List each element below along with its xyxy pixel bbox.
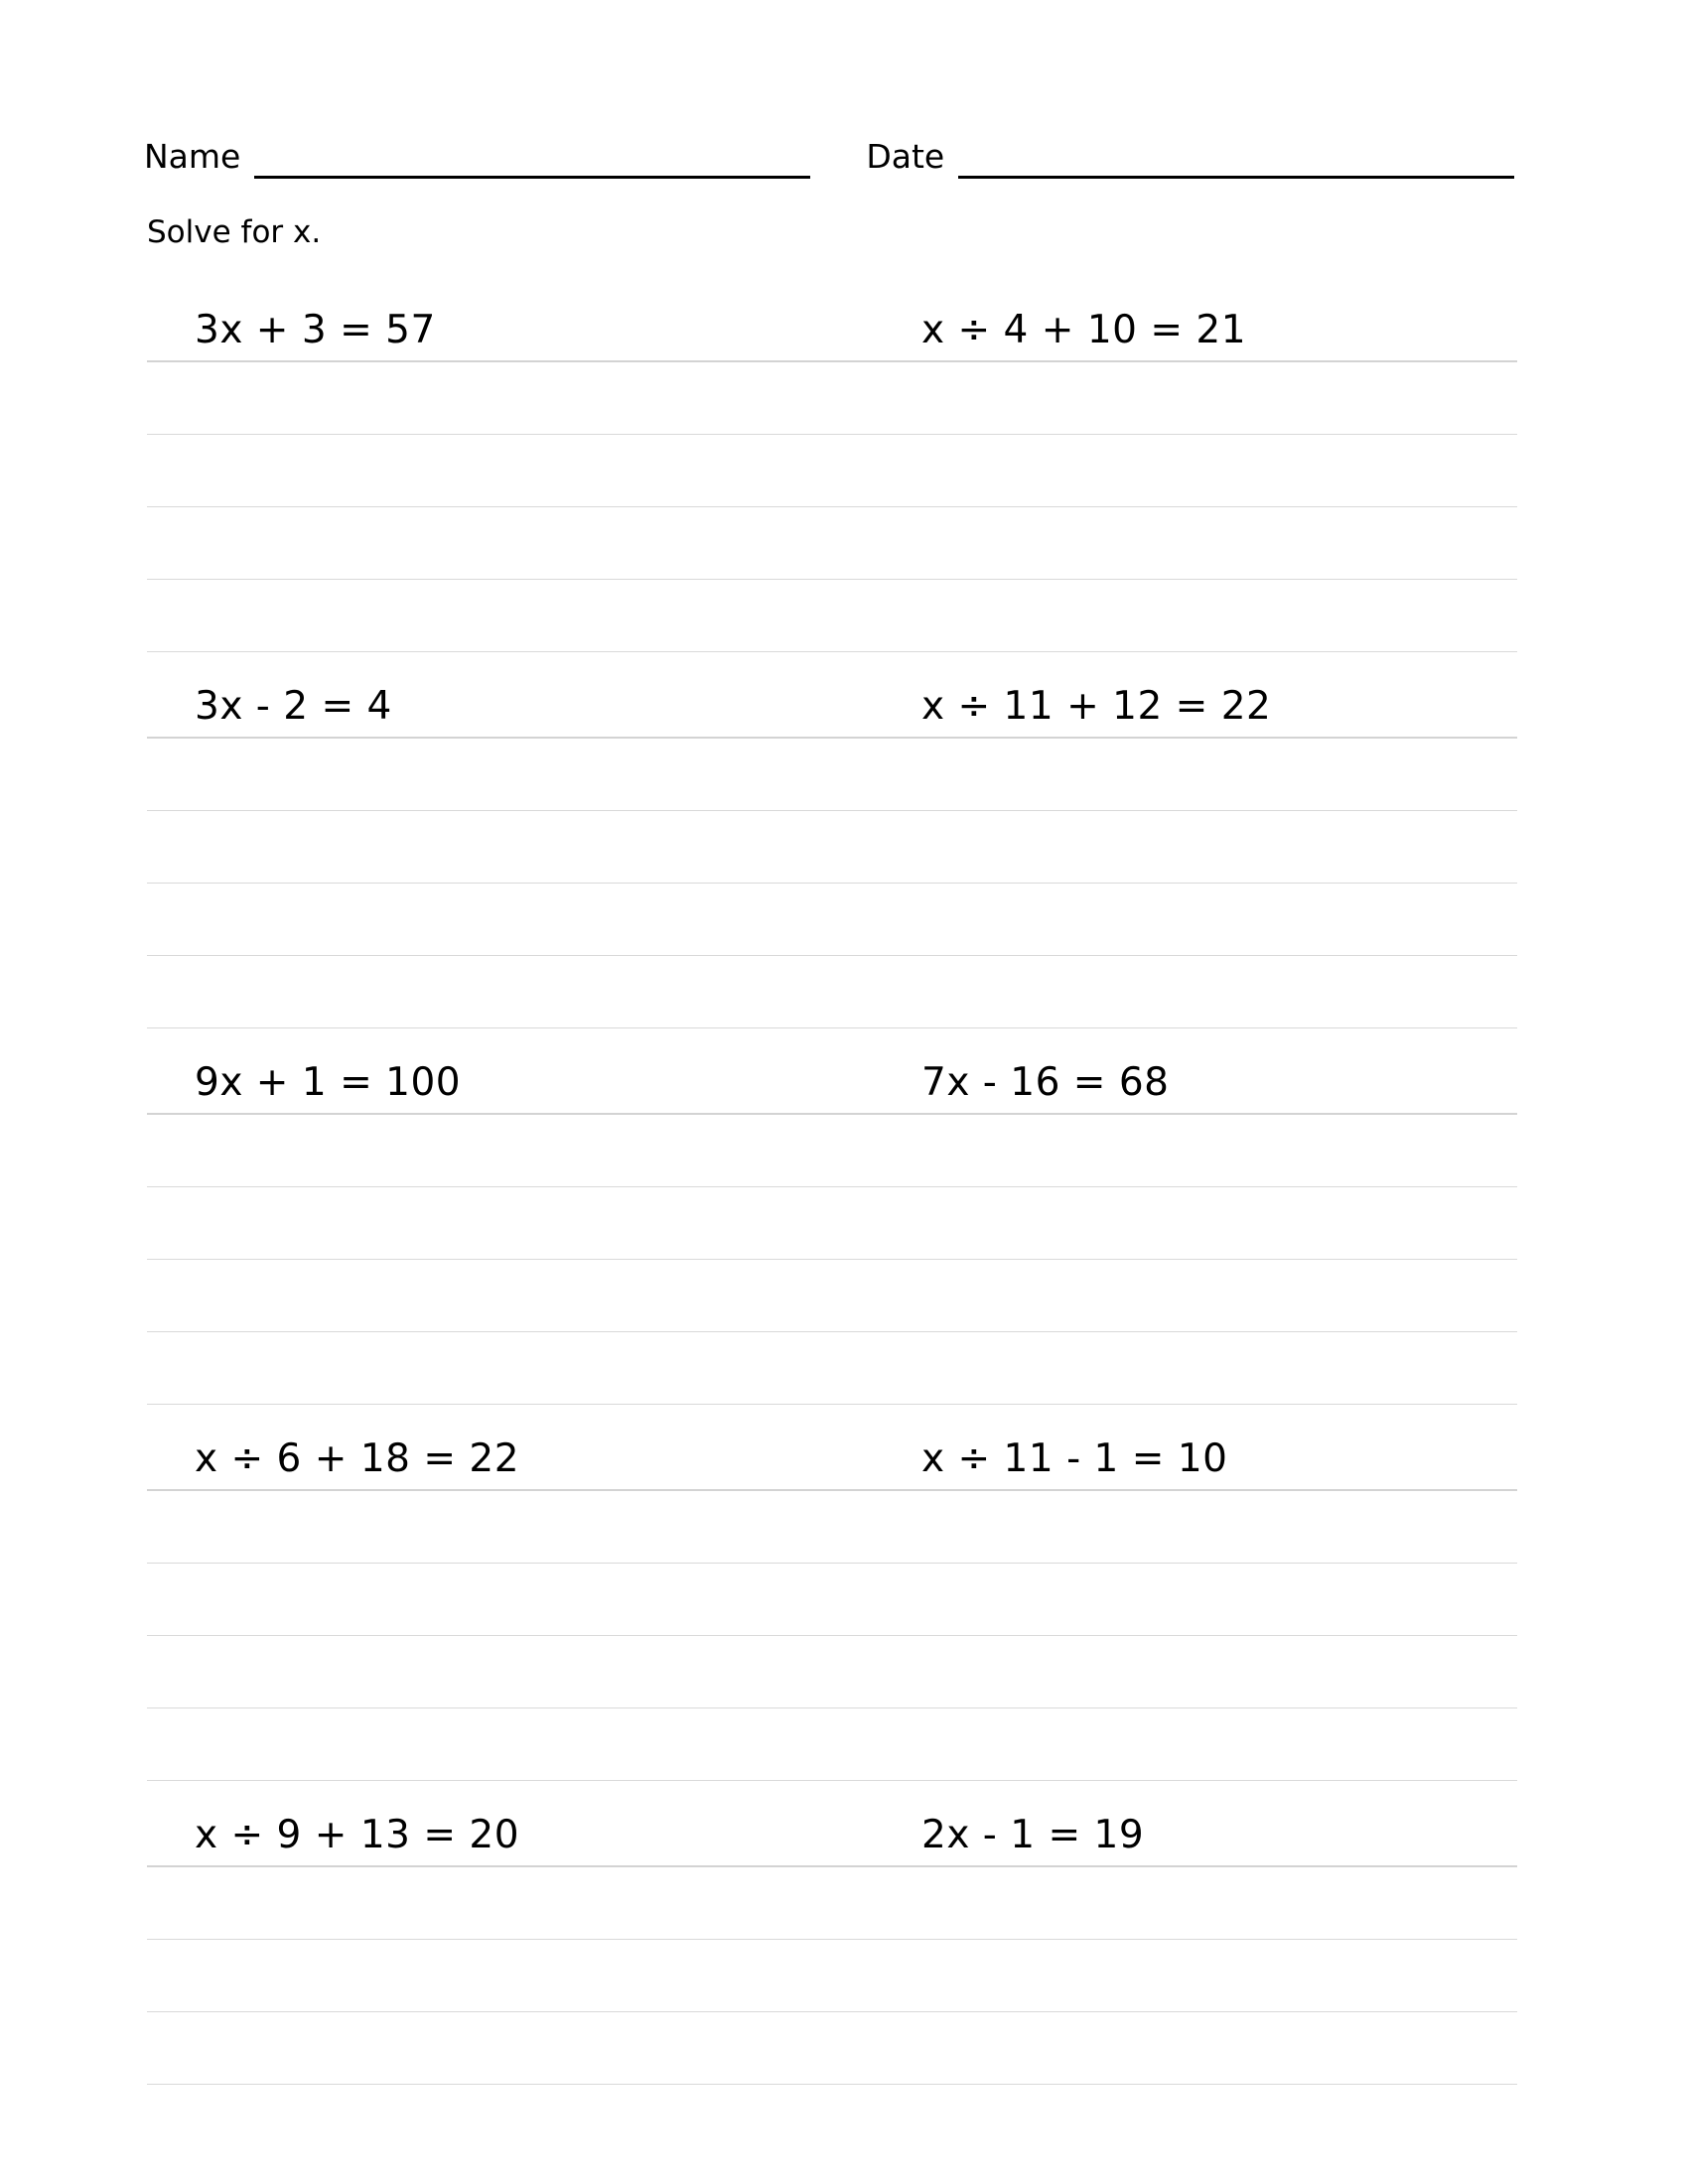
block-gap <box>147 1028 1517 1042</box>
work-line[interactable] <box>147 811 1517 884</box>
work-line[interactable] <box>147 1867 1517 1940</box>
work-line[interactable] <box>147 1636 1517 1708</box>
block-gap <box>147 1781 1517 1795</box>
equation-right: 7x - 16 = 68 <box>921 1060 1170 1105</box>
work-line[interactable] <box>147 1332 1517 1405</box>
block-gap <box>147 1405 1517 1419</box>
work-line[interactable] <box>147 2012 1517 2085</box>
equation-right: x ÷ 11 - 1 = 10 <box>921 1436 1228 1481</box>
problem-row <box>147 1042 1517 1115</box>
work-line[interactable] <box>147 507 1517 580</box>
work-line[interactable] <box>147 1940 1517 2012</box>
date-field[interactable] <box>866 139 1514 179</box>
work-line[interactable] <box>147 1260 1517 1332</box>
problem-block <box>147 666 1517 1042</box>
name-field[interactable] <box>144 139 810 179</box>
equation-right: x ÷ 11 + 12 = 22 <box>921 684 1272 729</box>
problem-block <box>147 290 1517 666</box>
header <box>144 119 1544 179</box>
block-gap <box>147 652 1517 666</box>
equation-right: 2x - 1 = 19 <box>921 1813 1145 1857</box>
work-line[interactable] <box>147 435 1517 507</box>
work-line[interactable] <box>147 580 1517 652</box>
work-line[interactable] <box>147 362 1517 435</box>
work-line[interactable] <box>147 739 1517 811</box>
name-label: Name <box>144 137 241 176</box>
equation-left: x ÷ 9 + 13 = 20 <box>195 1813 520 1857</box>
equation-right: x ÷ 4 + 10 = 21 <box>921 308 1247 352</box>
date-label: Date <box>866 137 945 176</box>
work-line[interactable] <box>147 1187 1517 1260</box>
work-line[interactable] <box>147 1115 1517 1187</box>
equation-left: x ÷ 6 + 18 = 22 <box>195 1436 520 1481</box>
work-line[interactable] <box>147 1708 1517 1781</box>
problem-row <box>147 666 1517 739</box>
work-line[interactable] <box>147 884 1517 956</box>
name-write-line[interactable] <box>254 142 810 179</box>
work-line[interactable] <box>147 956 1517 1028</box>
work-line[interactable] <box>147 1564 1517 1636</box>
problem-block <box>147 1795 1517 2085</box>
equation-left: 3x + 3 = 57 <box>195 308 436 352</box>
problem-block <box>147 1042 1517 1419</box>
instruction-text: Solve for x. <box>147 214 322 250</box>
problem-row <box>147 1419 1517 1491</box>
problem-block <box>147 1419 1517 1795</box>
equation-left: 3x - 2 = 4 <box>195 684 392 729</box>
work-line[interactable] <box>147 1491 1517 1564</box>
date-write-line[interactable] <box>958 142 1514 179</box>
problem-row <box>147 1795 1517 1867</box>
equation-left: 9x + 1 = 100 <box>195 1060 462 1105</box>
problem-row <box>147 290 1517 362</box>
problem-list <box>147 290 1517 2085</box>
